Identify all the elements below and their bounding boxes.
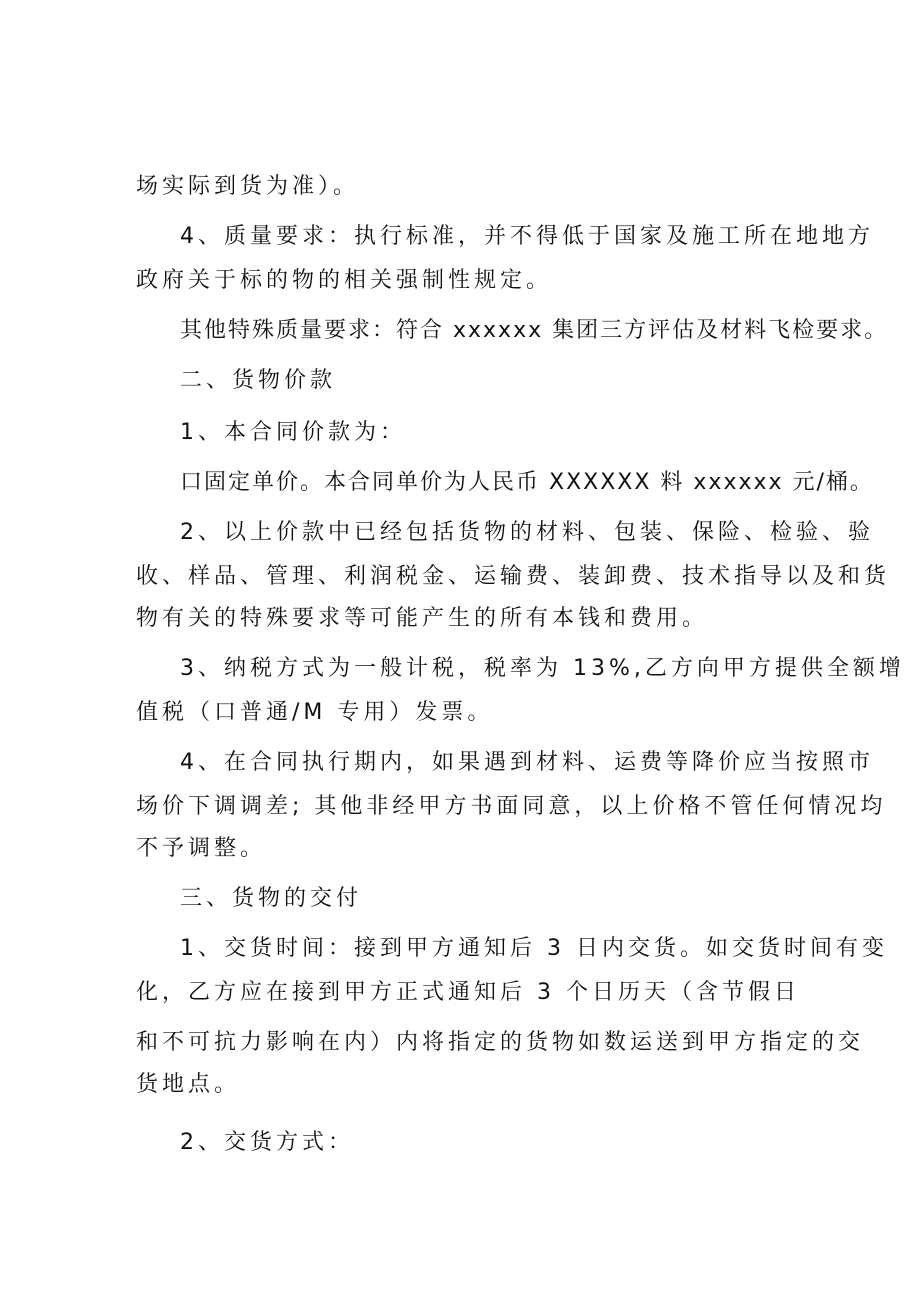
section-heading: 二、货物价款: [180, 368, 337, 393]
text-line: 物有关的特殊要求等可能产生的所有本钱和费用。: [136, 606, 709, 631]
section-heading: 三、货物的交付: [180, 886, 363, 911]
text-line: 不予调整。: [136, 836, 267, 861]
text-line: 1、本合同价款为：: [180, 420, 406, 445]
text-line: 4、质量要求：执行标准，并不得低于国家及施工所在地地方: [180, 224, 874, 249]
text-line: 值税（口普通/M 专用）发票。: [136, 700, 494, 725]
text-line: 和不可抗力影响在内）内将指定的货物如数运送到甲方指定的交: [136, 1030, 865, 1055]
text-line: 3、纳税方式为一般计税，税率为 13%,乙方向甲方提供全额增: [180, 656, 905, 681]
text-line: 1、交货时间：接到甲方通知后 3 日内交货。如交货时间有变: [180, 936, 888, 961]
text-line: 其他特殊质量要求：符合 xxxxxx 集团三方评估及材料飞检要求。: [180, 318, 889, 343]
text-line: 化，乙方应在接到甲方正式通知后 3 个日历天（含节假日: [136, 980, 800, 1005]
text-line: 场价下调调差; 其他非经甲方书面同意，以上价格不管任何情况均: [136, 794, 887, 819]
text-line: 2、交货方式：: [180, 1130, 354, 1155]
text-line: 政府关于标的物的相关强制性规定。: [136, 268, 553, 293]
text-line: 场实际到货为准）。: [136, 174, 360, 199]
text-line: 2、以上价款中已经包括货物的材料、包装、保险、检验、验: [180, 520, 874, 545]
text-line: 货地点。: [136, 1072, 241, 1097]
text-line: 收、样品、管理、利润税金、运输费、装卸费、技术指导以及和货: [136, 564, 891, 589]
text-line: 口固定单价。本合同单价为人民币 XXXXXX 料 xxxxxx 元/桶。: [180, 470, 874, 495]
text-line: 4、在合同执行期内，如果遇到材料、运费等降价应当按照市: [180, 750, 874, 775]
